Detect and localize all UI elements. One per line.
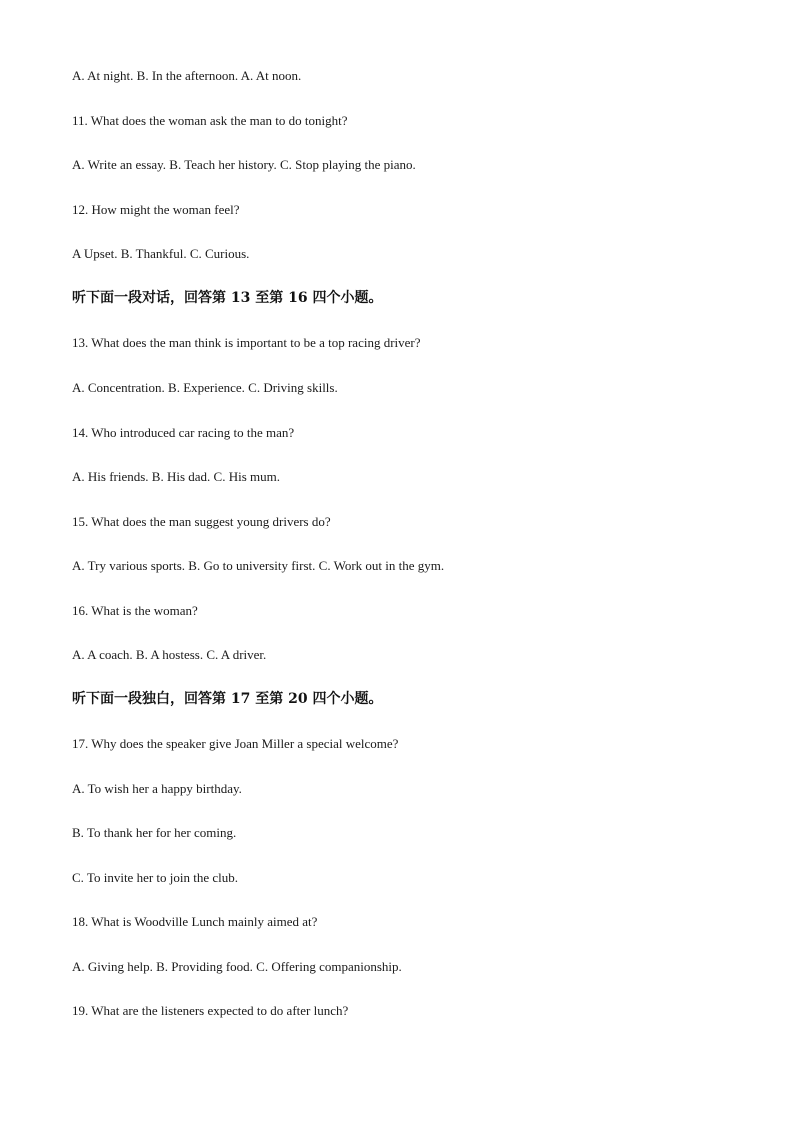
question-15: 15. What does the man suggest young drivers do? [72,514,331,529]
question-18: 18. What is Woodville Lunch mainly aimed at? [72,914,318,929]
answer-options-q13: A. Concentration. B. Experience. C. Driving skills. [72,380,338,395]
answer-options-q11: A. Write an essay. B. Teach her history. C. Stop playing the piano. [72,157,416,172]
question-19: 19. What are the listeners expected to do after lunch? [72,1003,349,1018]
question-12: 12. How might the woman feel? [72,202,240,217]
answer-options-q18: A. Giving help. B. Providing food. C. Offering companionship. [72,959,402,974]
question-16: 16. What is the woman? [72,603,198,618]
section-heading-17-20: 听下面一段独白，回答第 17 至第 20 四个小题。 [72,691,383,707]
answer-options-q10: A. At night. B. In the afternoon. A. At noon. [72,68,302,83]
question-14: 14. Who introduced car racing to the man? [72,425,295,440]
answer-options-q14: A. His friends. B. His dad. C. His mum. [72,469,280,484]
answer-options-q15: A. Try various sports. B. Go to university first. C. Work out in the gym. [72,558,445,573]
answer-option-q17-c: C. To invite her to join the club. [72,870,239,885]
question-11: 11. What does the woman ask the man to do tonight? [72,113,348,128]
answer-options-q16: A. A coach. B. A hostess. C. A driver. [72,647,267,662]
section-heading-13-16: 听下面一段对话，回答第 13 至第 16 四个小题。 [72,290,383,306]
answer-option-q17-a: A. To wish her a happy birthday. [72,781,242,796]
question-17: 17. Why does the speaker give Joan Miller a special welcome? [72,736,399,751]
answer-option-q17-b: B. To thank her for her coming. [72,825,237,840]
answer-options-q12: A Upset. B. Thankful. C. Curious. [72,246,250,261]
question-13: 13. What does the man think is important to be a top racing driver? [72,335,421,350]
